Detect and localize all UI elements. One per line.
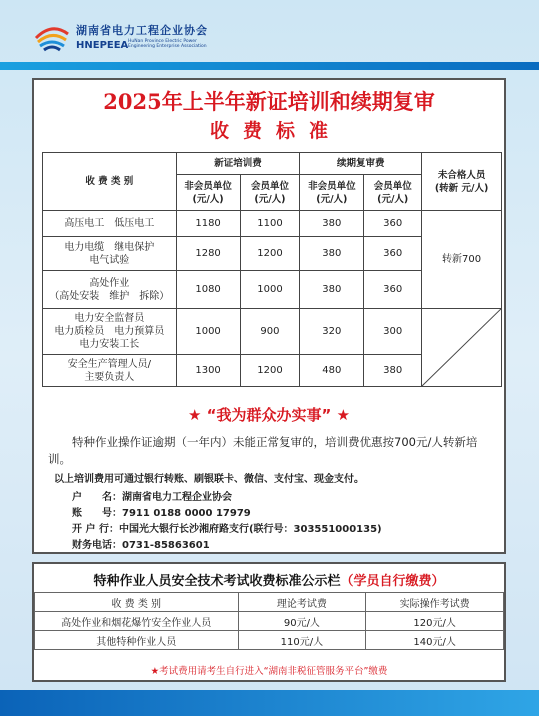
table-row	[43, 309, 502, 355]
unit: (元/人)	[316, 193, 348, 205]
unit: (元/人)	[254, 193, 286, 205]
cell-theory: 110元/人	[238, 631, 366, 650]
table-row	[35, 631, 504, 650]
row-category: 其他特种作业人员	[35, 631, 239, 650]
col-fail-sub: (转新 元/人)	[434, 182, 489, 194]
label: 会员单位	[250, 180, 289, 192]
label: 非会员单位	[184, 180, 232, 192]
exam-table	[34, 592, 504, 650]
exam-title-note: （学员自行缴费）	[340, 574, 445, 589]
exam-title-text: 特种作业人员安全技术考试收费标准公示栏	[93, 574, 341, 589]
row-category: 高压电工 低压电工	[43, 211, 177, 237]
cell-ren-mem: 380	[364, 355, 422, 387]
org-abbr: HNEPEEA	[76, 40, 129, 51]
unit: (元/人)	[192, 193, 224, 205]
col-category: 收 费 类 别	[43, 153, 177, 211]
header	[0, 0, 539, 70]
page-title: 2025年上半年新证培训和续期复审	[103, 89, 435, 114]
cell-ren-mem: 300	[364, 309, 422, 355]
cell-new-non: 1000	[176, 309, 240, 355]
row-category: 电力安全监督员 电力质检员 电力预算员 电力安装工长	[43, 309, 177, 355]
row-category: 高处作业和烟花爆竹安全作业人员	[35, 612, 239, 631]
cell-ren-mem: 360	[364, 211, 422, 237]
label: 会员单位	[373, 180, 412, 192]
diagonal-line-icon	[422, 309, 501, 386]
footer-band	[0, 690, 539, 716]
col-renew-non-member	[300, 175, 364, 211]
cell-new-mem: 900	[240, 309, 300, 355]
cell-fail-value: 转新700	[422, 211, 502, 309]
cell-new-non: 1080	[176, 271, 240, 309]
exam-title	[34, 570, 504, 589]
exam-footer: ★考试费用请考生自行进入“湖南非税征管服务平台”缴费	[150, 666, 388, 677]
page-subtitle: 收费标准	[209, 120, 342, 142]
table-row	[35, 612, 504, 631]
row-category: 安全生产管理人员/ 主要负责人	[43, 355, 177, 387]
row-category: 电力电缆 继电保护 电气试验	[43, 237, 177, 271]
col-new-non-member	[176, 175, 240, 211]
notice-text: 特种作业操作证逾期（一年内）未能正常复审的，培训费优惠按700元/人转新培训。	[48, 435, 478, 466]
col-fail	[422, 153, 502, 211]
col-fail-label: 未合格人员	[437, 169, 486, 181]
col-practical: 实际操作考试费	[366, 593, 504, 612]
cell-practical: 140元/人	[366, 631, 504, 650]
finance-phone: 财务电话：0731-85863601	[72, 540, 210, 551]
cell-ren-mem: 360	[364, 271, 422, 309]
org-name-en: HuNan Province Electric Power Engineering Enterprise Association	[128, 39, 207, 49]
col-renew-member	[364, 175, 422, 211]
cell-new-mem: 1200	[240, 355, 300, 387]
table-header-row	[35, 593, 504, 612]
col-theory: 理论考试费	[238, 593, 366, 612]
cell-ren-non: 380	[300, 237, 364, 271]
cell-ren-non: 320	[300, 309, 364, 355]
fee-card	[32, 78, 506, 554]
col-category: 收 费 类 别	[35, 593, 239, 612]
row-category: 高处作业 （高处安装 维护 拆除）	[43, 271, 177, 309]
exam-fee-card	[32, 562, 506, 682]
group-renewal: 续期复审费	[300, 153, 422, 175]
cell-new-non: 1300	[176, 355, 240, 387]
table-row	[43, 211, 502, 237]
cell-theory: 90元/人	[238, 612, 366, 631]
cell-ren-non: 380	[300, 211, 364, 237]
group-new-cert: 新证培训费	[176, 153, 300, 175]
label: 非会员单位	[308, 180, 356, 192]
cell-new-non: 1280	[176, 237, 240, 271]
cell-new-non: 1180	[176, 211, 240, 237]
bank-name: 开 户 行：中国光大银行长沙湘府路支行(联行号：303551000135)	[72, 524, 382, 535]
fee-table	[42, 152, 502, 387]
header-band	[0, 62, 539, 70]
cell-ren-non: 380	[300, 271, 364, 309]
cell-ren-non: 480	[300, 355, 364, 387]
cell-new-mem: 1100	[240, 211, 300, 237]
slogan: ★ “我为群众办实事” ★	[187, 406, 351, 424]
association-logo-icon	[32, 18, 72, 54]
account-number: 账 号：7911 0188 0000 17979	[72, 508, 251, 519]
cell-ren-mem: 360	[364, 237, 422, 271]
cell-new-mem: 1000	[240, 271, 300, 309]
cell-new-mem: 1200	[240, 237, 300, 271]
cell-practical: 120元/人	[366, 612, 504, 631]
col-new-member	[240, 175, 300, 211]
unit: (元/人)	[377, 193, 409, 205]
org-name-cn: 湖南省电力工程企业协会	[76, 24, 208, 37]
account-name: 户 名：湖南省电力工程企业协会	[72, 492, 232, 503]
payment-methods: 以上培训费用可通过银行转账、刷银联卡、微信、支付宝、现金支付。	[54, 474, 364, 485]
cell-diagonal	[422, 309, 502, 387]
